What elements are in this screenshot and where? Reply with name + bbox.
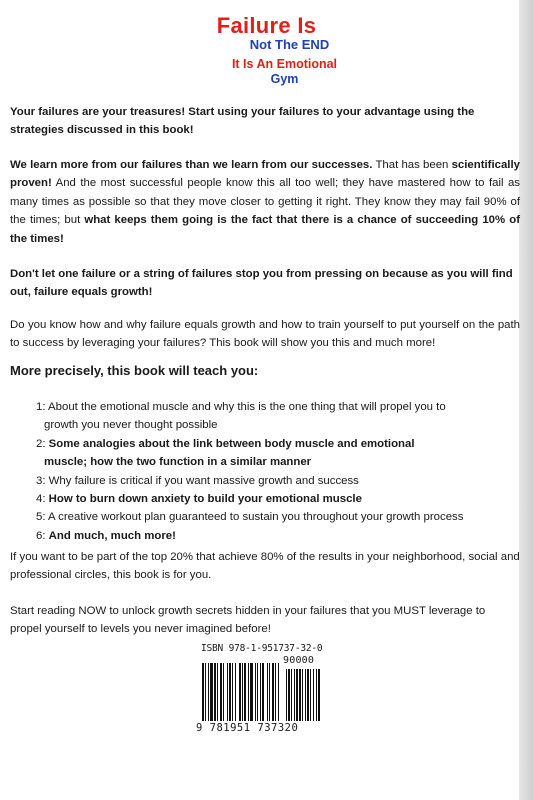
paragraph-2-bold-c: scientifically proven! [10, 159, 520, 190]
list-text-1b: growth you never thought possible [44, 419, 218, 432]
paragraph-1: Your failures are your treasures! Start using your failures to your advantage using the strategies discussed in this book! [10, 106, 475, 137]
feature-list [36, 398, 516, 545]
title-block [0, 14, 533, 86]
list-num-4: 4: [36, 493, 46, 506]
title-line-4: Gym [270, 72, 299, 86]
list-text-6: And much, much more! [48, 529, 176, 542]
list-num-6: 6: [36, 529, 46, 542]
paragraph-3: Don't let one failure or a string of failures stop you from pressing on because as you will find out, failure equals growth! [10, 268, 513, 299]
paragraph-2 [10, 156, 520, 248]
paragraph-2-text-d: And the most successful people know this all too well; they have mastered how to fail as many times as possible so that they move closer to getting it right. They know they may fail 90% of the times; but [10, 177, 520, 227]
list-num-3: 3: [36, 474, 46, 487]
list-text-4: How to burn down anxiety to build your emotional muscle [48, 493, 362, 506]
list-text-1a: About the emotional muscle and why this is the one thing that will propel you to [48, 401, 446, 413]
list-num-1: 1: [36, 401, 46, 413]
list-item-2 [36, 435, 516, 472]
list-heading: More precisely, this book will teach you: [10, 363, 259, 378]
paragraph-2-bold-a: We learn more from our failures than we learn from our successes. [10, 159, 373, 171]
paragraph-4: Do you know how and why failure equals growth and how to train yourself to put yourself on the path to success by leveraging your failures? This book will show you this and much more! [10, 319, 520, 350]
title-line-1: Failure Is [216, 13, 317, 38]
list-text-5: A creative workout plan guaranteed to sustain you throughout your growth process [48, 511, 464, 524]
price-code: 90000 [283, 655, 315, 666]
list-item-5 [36, 508, 516, 526]
list-num-5: 5: [36, 511, 46, 524]
list-text-2a: Some analogies about the link between body muscle and emotional [48, 437, 415, 450]
paragraph-5: If you want to be part of the top 20% that achieve 80% of the results in your neighborhood, social and professional circles, this book is for you. [10, 551, 520, 582]
list-item-6 [36, 527, 516, 545]
list-text-2b: muscle; how the two function in a similar manner [44, 456, 312, 469]
list-text-3: Why failure is critical if you want massive growth and success [48, 474, 359, 487]
paragraph-2-text-b: That has been [372, 159, 452, 171]
list-item-4 [36, 490, 516, 508]
barcode-bars [200, 655, 324, 721]
list-item-3 [36, 472, 516, 490]
barcode-number: 9 781951 737320 [196, 722, 299, 734]
title-line-2: Not The END [249, 37, 330, 52]
list-num-2: 2: [36, 437, 46, 450]
paragraph-2-bold-e: what keeps them going is the fact that there is a chance of succeeding 10% of the times! [10, 214, 520, 245]
list-item-1 [36, 398, 516, 435]
title-line-3: It Is An Emotional [231, 57, 338, 71]
paragraph-6: Start reading NOW to unlock growth secrets hidden in your failures that you MUST leverage to propel yourself to levels you never imagined before! [10, 605, 486, 636]
side-band [519, 0, 533, 800]
isbn-text: ISBN 978-1-951737-32-0 [201, 643, 323, 654]
